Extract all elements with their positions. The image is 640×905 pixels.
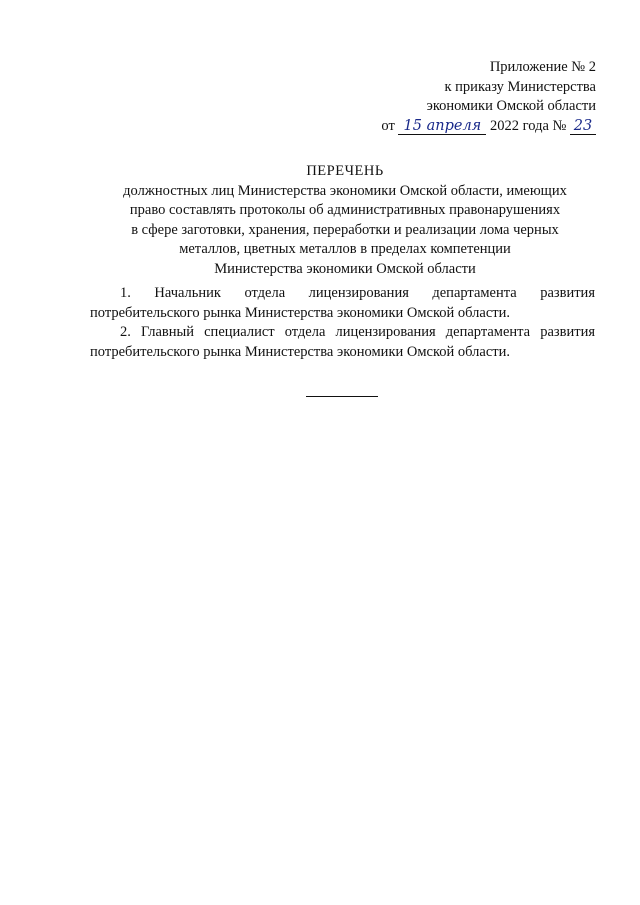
appendix-number: Приложение № 2	[489, 59, 596, 75]
appendix-ministry: экономики Омской области	[426, 98, 596, 114]
appendix-order-ref: к приказу Министерства	[444, 78, 596, 95]
subtitle-line: в сфере заготовки, хранения, переработки и реализации лома черных	[131, 221, 559, 238]
year-text: 2022 года №	[490, 117, 567, 134]
document-heading: ПЕРЕЧЕНЬ	[306, 163, 384, 179]
appendix-date-line	[381, 117, 596, 137]
subtitle-line: металлов, цветных металлов в пределах компетенции	[179, 241, 511, 257]
official-list	[90, 284, 595, 362]
document-title-block	[90, 162, 600, 279]
subtitle-line: должностных лиц Министерства экономики Омской области, имеющих	[123, 182, 567, 199]
subtitle-line: право составлять протоколы об административных правонарушениях	[129, 202, 561, 218]
list-item: 1. Начальник отдела лицензирования департамента развития потребительского рынка Министерства экономики Омской области.	[90, 285, 595, 321]
date-prefix: от	[381, 117, 395, 134]
appendix-header	[381, 58, 596, 136]
handwritten-date: 15 апреля	[398, 118, 486, 135]
list-item: 2. Главный специалист отдела лицензирования департамента развития потребительского рынка Министерства экономики Омской области.	[90, 324, 595, 360]
end-divider	[306, 396, 378, 397]
subtitle-line: Министерства экономики Омской области	[214, 260, 476, 277]
handwritten-order-number: 23	[570, 118, 596, 135]
